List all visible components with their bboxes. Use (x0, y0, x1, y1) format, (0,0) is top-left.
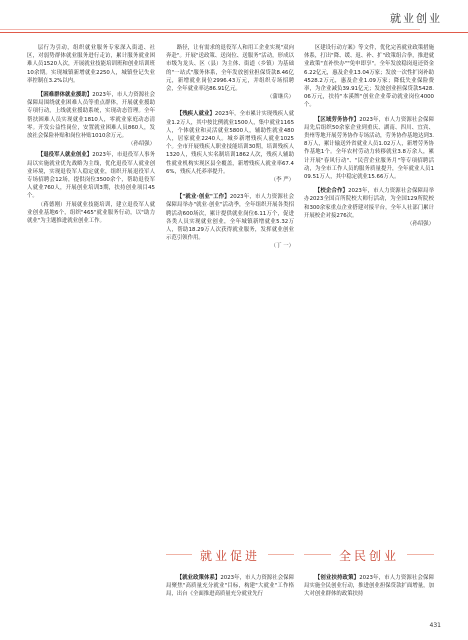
paragraph: 路径，让有需求的退役军人和用工企业实现"双向奔赴"。开展"送政策、送岗位、送服务"活动，形成以市级为龙头、区（县）为主体、街道（乡镇）为基础的"一站式"服务体系，全年发放创业担保贷款8.46亿元，新增就业岗位2996.43万元，并组织专场招聘会，全年就业率达86.91亿元。 (166, 45, 294, 93)
section-heading: 【残疾人就业】 (176, 111, 215, 118)
section-heading: 【就业政策体系】 (176, 575, 221, 581)
section-body: 2023年，市人力资源社会保障局先后组织50余家企业到重庆、湖南、四川、宜宾、贵州等地开展劳务协作专场活动，劳务协作基地达到3.8万人，累计输送外省就业人员1.02万人，新增劳务协作基地1个。全年农村劳动力转移就业3.8万余人，累计开展"春风行动"、"民营企业服务月"等专项招聘活动，为全市工作人员的服务质量提升，全年就业人员109.51万人，其中稳定就业15.66万人。 (304, 116, 434, 181)
column-3 (304, 44, 434, 231)
paragraph (27, 91, 155, 140)
author: （孙绍强） (407, 221, 434, 228)
section-title: 就业创业 (390, 12, 442, 25)
author: （李 严） (270, 177, 294, 184)
column-1 (27, 44, 155, 225)
author: （孙绍强） (128, 141, 155, 148)
paragraph (304, 187, 434, 220)
section-heading: 【校企合作】 (314, 188, 349, 195)
section-body: 2023年，市人力资源社会保障局实施全民创业行动，推进创业担保贷款扩面增量，加大对创业群体的政策扶持 (304, 575, 434, 598)
paragraph: 区建设行动方案》等文件，优化完善就业政策措施体系，打出"降、缓、返、补、扩"政策组合拳，推进就业政策"直补快办""免申即享"。全年发放稳岗返还资金6.22亿元，惠及企业13.04万家；发放一次性扩岗补助4528.2万元，惠及企业1.09万家；降低失业保险费率，为企业减负39.91亿元；发放创业担保贷款5428.06万元，扶持"本溪牌"创业企业带动就业岗位4000个。 (304, 45, 434, 109)
section-body: 2023年，市退役军人事务局以实施就业优先战略为主线，优化退役军人就业创业环境，实现退役军人稳定就业，组织开展退役军人专场招聘会12场，提供岗位3500余个，帮助退役军人就业760人，开展创业培训3期，扶持创业项目45个。 (27, 152, 155, 200)
paragraph: （蒋德刚）开展就业技能培训，建立退役军人就业创业基地6个，组织"465"就业服务行动，以"助力就业"为主题推进就业创业工作。 (27, 201, 155, 225)
section-body: 2023年，全市累计实现残疾人就业1.2万人，其中按比例就业1500人，集中就业1165人，个体就业和灵活就业5800人，辅助性就业480人，居家就业2240人。城乡新增残疾人就业1025个。全市开展残疾人职业技能培训30期，培训残疾人1320人，残疾人实名制培训1862人次，残疾人辅助性就业机构实现区县全覆盖，新增残疾人就业率67.46%，残疾人托养率提升。 (166, 111, 294, 175)
header-rule-light (0, 29, 420, 30)
page-header (0, 0, 468, 34)
section-heading: 【困难群体就业援助】 (37, 92, 93, 99)
section-heading: 【创业扶持政策】 (314, 575, 360, 581)
header-rule (0, 32, 468, 33)
section-heading: 【区域劳务协作】 (314, 116, 360, 123)
paragraph (166, 574, 294, 599)
author: （蒲继兵） (267, 94, 294, 101)
section-heading: 【"就业·创业"工作】 (176, 194, 230, 201)
paragraph (27, 151, 155, 200)
column-2 (166, 44, 294, 254)
paragraph: 层行为引动，组织就业服务专家深入街道、社区，对弱势群体就业服务进行走访，累计服务就业困难人员1520人次，开展就业技能培训班和创业培训班10余期。实现城镇新增就业2250人，城镇登记失业率控制在3.2%以内。 (27, 45, 155, 84)
section-body: 2023年，市人力资源社会保障局围绕就业困难人员等重点群体，开展就业援助专项行动，上线就业援助系统，实现动态管理。全年帮扶困难人员实现就业1810人，零就业家庭动态清零。开发公益性岗位，安置就业困难人员860人，发放社会保险补贴和岗位补贴1010余万元。 (27, 92, 155, 140)
banner-label: 就业促进 (192, 547, 268, 564)
section-body: 2023年，市人力资源社会保障局举办2023全国百所院校大师行活动，为全国129所院校和300余家重点企业搭建对接平台，全年人社部门累计开展校企对接276次。 (304, 188, 434, 219)
author: （丁 一） (270, 243, 294, 250)
paragraph (166, 193, 294, 242)
bottom-block-right (304, 574, 434, 599)
section-banner-entrepreneurship (304, 538, 434, 572)
banner-label: 全民创业 (331, 547, 407, 564)
section-body: 2023年，市人力资源社会保障局聚焦"高质量充分就业"目标，构建"大就业"工作格局，出台《全面推进高质量充分就业先行 (166, 575, 294, 598)
section-banner-employment (166, 538, 294, 572)
section-body: 2023年，市人力资源社会保障局举办"就业·创业"活动季，全年组织开展各类招聘活动600场次，累计提供就业岗位6.11万个，促进各类人员实现就业创业，全年城镇新增就业5.32万人，帮助18.29万人次获得就业服务，发挥就业创业示范引领作用。 (166, 194, 294, 242)
section-heading: 【退役军人就业创业】 (37, 152, 93, 159)
paragraph (304, 574, 434, 599)
page-number: 431 (429, 622, 441, 629)
bottom-block-left (166, 574, 294, 599)
paragraph (166, 110, 294, 176)
paragraph (304, 116, 434, 182)
